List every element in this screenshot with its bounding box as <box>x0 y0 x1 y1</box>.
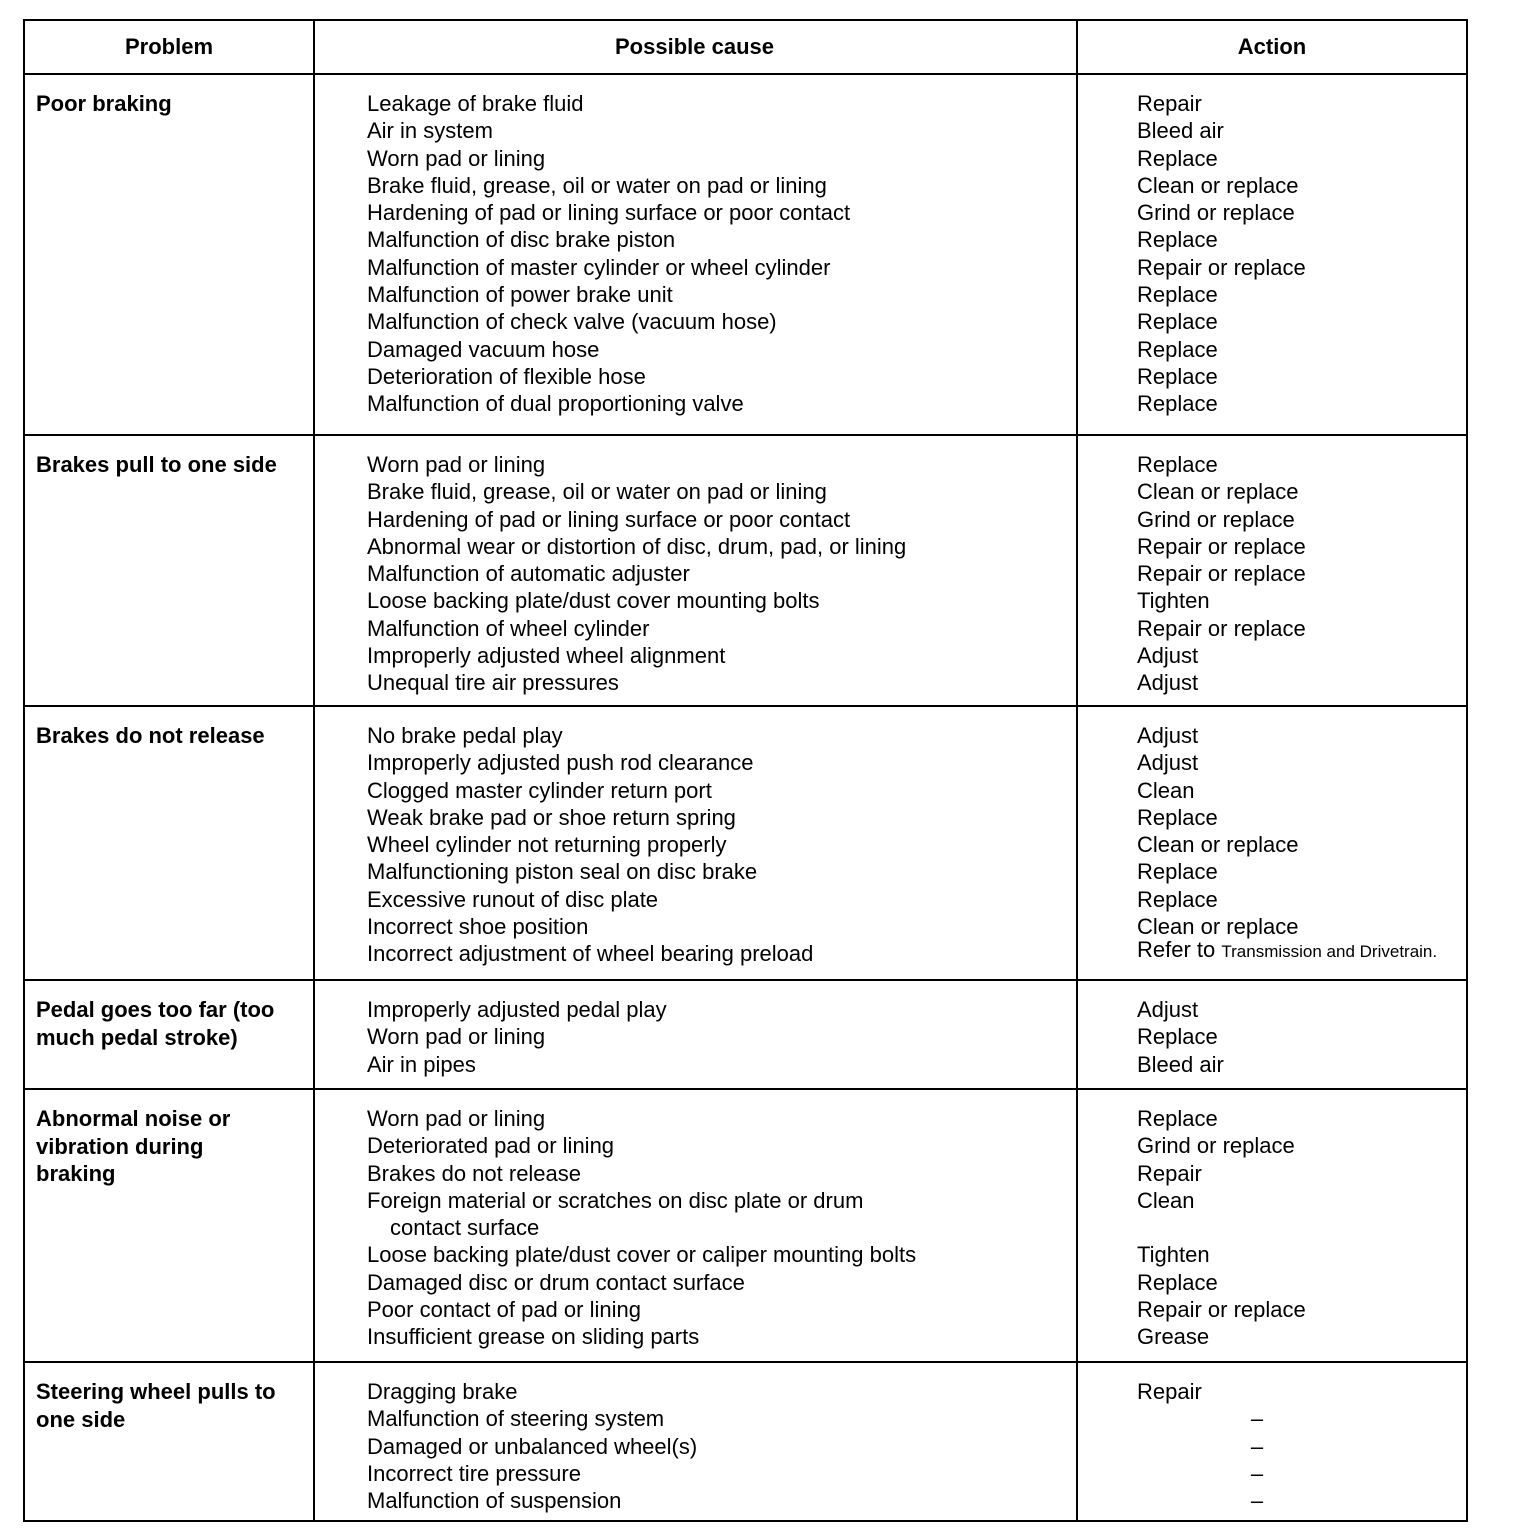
cause-item: Malfunctioning piston seal on disc brake <box>367 859 758 885</box>
action-item: Grind or replace <box>1137 1133 1295 1159</box>
action-item: Clean or replace <box>1137 914 1299 940</box>
action-item: Adjust <box>1137 750 1199 776</box>
action-item: Adjust <box>1137 723 1199 748</box>
action-item: Replace <box>1137 1106 1218 1131</box>
problem-cell: Abnormal noise or vibration during braking <box>36 1106 231 1186</box>
action-item: Replace <box>1137 886 1218 912</box>
action-item: Replace <box>1137 336 1218 362</box>
cause-item: Air in system <box>367 118 493 144</box>
cause-item: Brake fluid, grease, oil or water on pad or lining <box>367 172 827 198</box>
cause-item: Excessive runout of disc plate <box>367 886 659 912</box>
action-item: Tighten <box>1137 588 1210 614</box>
action-item-dash: – <box>1250 1406 1264 1432</box>
cause-item: Wheel cylinder not returning properly <box>367 832 727 858</box>
action-item: Replace <box>1137 363 1218 389</box>
action-item: Grease <box>1137 1324 1210 1350</box>
action-item: Replace <box>1137 859 1218 885</box>
cause-item: No brake pedal play <box>367 723 563 748</box>
cause-item: Malfunction of master cylinder or wheel cylinder <box>367 254 831 280</box>
action-item: Adjust <box>1137 643 1199 669</box>
cause-list <box>367 1105 1067 1351</box>
action-item: Repair or replace <box>1137 1297 1306 1323</box>
problem-cell: Brakes pull to one side <box>36 452 277 477</box>
table-row <box>25 1362 1466 1522</box>
cause-item: Malfunction of wheel cylinder <box>367 615 650 641</box>
transmission-reference: Transmission and Drivetrain. <box>1221 942 1438 962</box>
refer-to-label: Refer to <box>1137 937 1216 963</box>
cause-item: Insufficient grease on sliding parts <box>367 1324 700 1350</box>
cause-item: Damaged vacuum hose <box>367 336 600 362</box>
cause-item: Improperly adjusted pedal play <box>367 997 667 1022</box>
problem-cell: Poor braking <box>36 91 172 116</box>
cause-item: Worn pad or lining <box>367 145 546 171</box>
cause-item: Weak brake pad or shoe return spring <box>367 804 736 830</box>
problem-cell: Pedal goes too far (too much pedal stroke) <box>36 997 275 1050</box>
action-list <box>1137 996 1457 1078</box>
table-row <box>25 1089 1466 1361</box>
cause-item: Worn pad or lining <box>367 1024 546 1050</box>
action-item: Adjust <box>1137 670 1199 696</box>
action-item: Replace <box>1137 1024 1218 1050</box>
action-item: Grind or replace <box>1137 200 1295 226</box>
action-item: Clean <box>1137 777 1195 803</box>
action-list <box>1137 722 1457 968</box>
cause-item: Worn pad or lining <box>367 452 546 477</box>
action-item: Repair or replace <box>1137 254 1306 280</box>
action-item: Repair <box>1137 1160 1202 1186</box>
cause-item: Abnormal wear or distortion of disc, drum, pad, or lining <box>367 533 907 559</box>
cause-item: Malfunction of dual proportioning valve <box>367 391 744 417</box>
cause-item: Brake fluid, grease, oil or water on pad or lining <box>367 479 827 505</box>
table-row <box>25 74 1466 434</box>
action-item: Tighten <box>1137 1242 1210 1268</box>
cause-list <box>367 1378 1067 1514</box>
cause-item: Hardening of pad or lining surface or poor contact <box>367 200 851 226</box>
action-item-dash: – <box>1250 1460 1264 1486</box>
cause-item: Brakes do not release <box>367 1160 582 1186</box>
table-row <box>25 980 1466 1088</box>
cause-item: Improperly adjusted push rod clearance <box>367 750 754 776</box>
action-item: Replace <box>1137 804 1218 830</box>
table-row <box>25 706 1466 979</box>
action-item: Clean <box>1137 1187 1195 1213</box>
cause-item: Deteriorated pad or lining <box>367 1133 615 1159</box>
cause-item: Malfunction of disc brake piston <box>367 227 676 253</box>
cause-item: Clogged master cylinder return port <box>367 777 712 803</box>
cause-item: Improperly adjusted wheel alignment <box>367 643 726 669</box>
action-list <box>1137 90 1457 418</box>
cause-item: Dragging brake <box>367 1379 518 1404</box>
cause-item: Hardening of pad or lining surface or poor contact <box>367 506 851 532</box>
problem-cell: Steering wheel pulls to one side <box>36 1379 276 1432</box>
cause-item: Unequal tire air pressures <box>367 670 619 696</box>
problem-cell: Brakes do not release <box>36 723 265 748</box>
action-item: Repair <box>1137 91 1202 116</box>
action-list <box>1137 1105 1457 1351</box>
action-item: Grind or replace <box>1137 506 1295 532</box>
cause-item: Poor contact of pad or lining <box>367 1297 641 1323</box>
cause-item: Air in pipes <box>367 1051 476 1077</box>
cause-item: Deterioration of flexible hose <box>367 363 646 389</box>
table-row <box>25 435 1466 705</box>
header-possible-cause: Possible cause <box>615 34 774 59</box>
cause-item: Loose backing plate/dust cover or caliper mounting bolts <box>367 1242 917 1268</box>
action-item: Repair or replace <box>1137 561 1306 587</box>
cause-item: Incorrect adjustment of wheel bearing preload <box>367 941 814 967</box>
cause-item: Malfunction of automatic adjuster <box>367 561 690 587</box>
action-item: Replace <box>1137 145 1218 171</box>
cause-item: Malfunction of suspension <box>367 1488 622 1514</box>
action-item: Replace <box>1137 1269 1218 1295</box>
cause-item: Malfunction of steering system <box>367 1406 665 1432</box>
cause-item: Leakage of brake fluid <box>367 91 584 116</box>
action-item: Replace <box>1137 391 1218 417</box>
cause-item: Foreign material or scratches on disc plate or drum <box>367 1187 864 1213</box>
action-item: Bleed air <box>1137 1051 1224 1077</box>
action-item: Repair or replace <box>1137 615 1306 641</box>
action-item-dash: – <box>1250 1488 1264 1514</box>
header-problem: Problem <box>124 34 214 59</box>
cause-item: Worn pad or lining <box>367 1106 546 1131</box>
action-list <box>1137 1378 1457 1514</box>
action-item-reference <box>1137 937 1457 967</box>
action-list <box>1137 451 1457 697</box>
cause-list <box>367 90 1067 418</box>
cause-list <box>367 451 1067 697</box>
action-item: Clean or replace <box>1137 172 1299 198</box>
cause-item: Malfunction of check valve (vacuum hose) <box>367 309 777 335</box>
cause-list <box>367 722 1067 968</box>
cause-item: Damaged disc or drum contact surface <box>367 1269 745 1295</box>
action-item: Replace <box>1137 452 1218 477</box>
action-item: Replace <box>1137 282 1218 308</box>
action-item: Clean or replace <box>1137 832 1299 858</box>
cause-list <box>367 996 1067 1078</box>
action-item-dash: – <box>1250 1433 1264 1459</box>
troubleshooting-table <box>23 19 1468 1522</box>
action-item: Repair <box>1137 1379 1202 1404</box>
cause-item-continuation: contact surface <box>390 1215 540 1241</box>
action-item: Replace <box>1137 227 1218 253</box>
action-item-empty <box>1137 1214 1457 1241</box>
cause-item: Damaged or unbalanced wheel(s) <box>367 1433 698 1459</box>
cause-item: Incorrect tire pressure <box>367 1460 581 1486</box>
cause-item: Loose backing plate/dust cover mounting bolts <box>367 588 820 614</box>
action-item: Replace <box>1137 309 1218 335</box>
action-item: Adjust <box>1137 997 1199 1022</box>
cause-item: Incorrect shoe position <box>367 914 589 940</box>
cause-item: Malfunction of power brake unit <box>367 282 673 308</box>
action-item: Clean or replace <box>1137 479 1299 505</box>
header-action: Action <box>1237 34 1307 59</box>
action-item: Repair or replace <box>1137 533 1306 559</box>
action-item: Bleed air <box>1137 118 1224 144</box>
